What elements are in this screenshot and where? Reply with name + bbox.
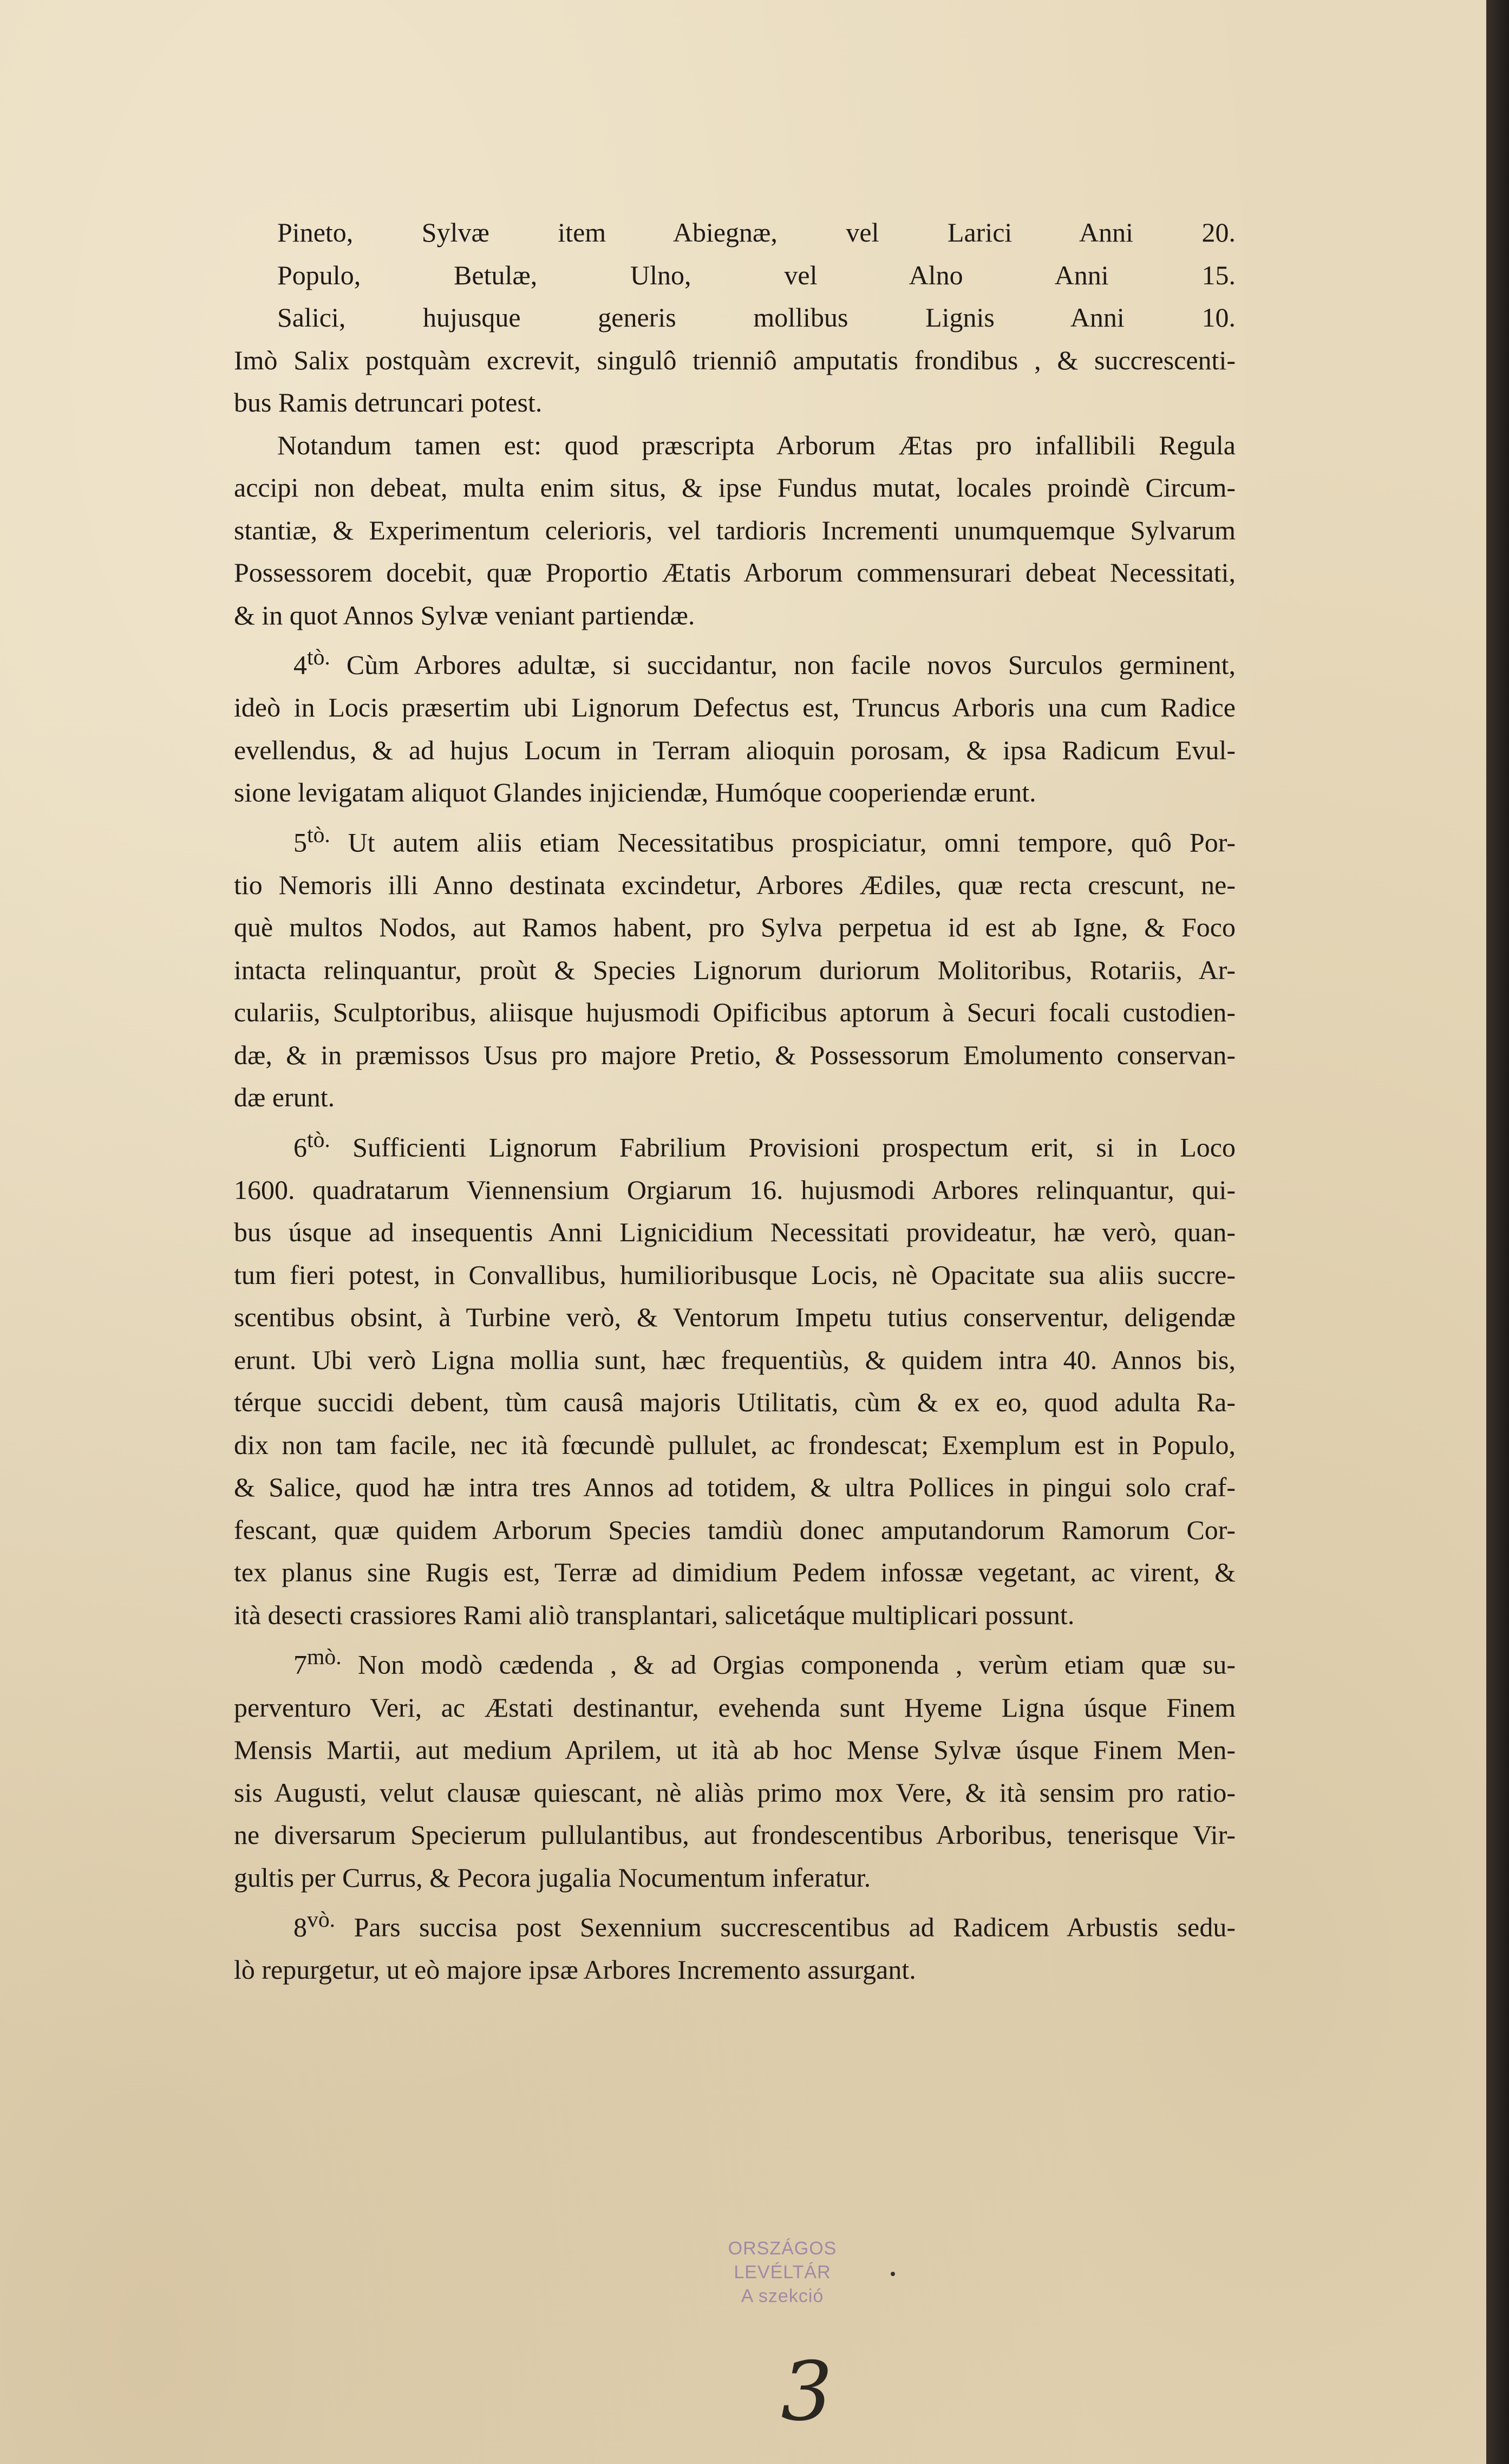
line-text: què multos Nodos, aut Ramos habent, pro Sylva perpetua id est ab Igne, & Foco (234, 912, 1236, 943)
text-line (234, 1466, 1236, 1509)
line-text: scentibus obsint, à Turbine verò, & Ventorum Impetu tutius conserventur, deligendæ (234, 1302, 1236, 1333)
ink-dot (891, 2272, 895, 2276)
text-line (234, 1381, 1236, 1424)
ordinal-suffix: tò. (307, 1127, 330, 1152)
paragraph-number: 5 (293, 827, 307, 858)
text-line (234, 1551, 1236, 1594)
line-text: dæ erunt. (234, 1082, 335, 1113)
text-line (234, 1254, 1236, 1296)
line-text: Pars succisa post Sexennium succrescentibus ad Radicem Arbustis sedu- (335, 1912, 1236, 1942)
text-line (234, 339, 1236, 382)
text-line (234, 1034, 1236, 1077)
line-text: erunt. Ubi verò Ligna mollia sunt, hæc frequentiùs, & quidem intra 40. Annos bis, (234, 1344, 1236, 1375)
text-line (234, 1169, 1236, 1211)
text-line (234, 729, 1236, 772)
text-line (234, 1814, 1236, 1856)
line-text: 1600. quadratarum Viennensium Orgiarum 16. hujusmodi Arbores relinquantur, qui- (234, 1174, 1236, 1205)
line-text: bus Ramis detruncari potest. (234, 387, 543, 418)
text-line (234, 814, 1236, 864)
text-line (234, 1948, 1236, 1991)
text-line (234, 1771, 1236, 1814)
paragraph-number: 6 (293, 1132, 307, 1163)
paragraph-number: 8 (293, 1912, 307, 1942)
ordinal-suffix: mò. (307, 1645, 342, 1670)
line-text: dix non tam facile, nec ità fœcundè pullulet, ac frondescat; Exemplum est in Populo, (234, 1429, 1236, 1460)
line-text: lò repurgetur, ut eò majore ipsæ Arbores Incremento assurgant. (234, 1954, 916, 1985)
line-text: accipi non debeat, multa enim situs, & ipse Fundus mutat, locales proindè Circum- (234, 472, 1236, 503)
text-line (234, 686, 1236, 729)
ordinal-suffix: vò. (307, 1907, 336, 1933)
line-text: evellendus, & ad hujus Locum in Terram alioquin porosam, & ipsa Radicum Evul- (234, 734, 1236, 765)
line-text: sis Augusti, velut clausæ quiescant, nè aliàs primo mox Vere, & ità sensim pro ratio- (234, 1777, 1236, 1808)
text-line (234, 1296, 1236, 1339)
line-text: tum fieri potest, in Convallibus, humilioribusque Locis, nè Opacitate sua aliis succre- (234, 1259, 1236, 1290)
line-text: ideò in Locis præsertim ubi Lignorum Defectus est, Truncus Arboris una cum Radice (234, 692, 1236, 723)
text-line (234, 551, 1236, 594)
text-line (234, 991, 1236, 1034)
stamp-line-1: ORSZÁGOS LEVÉLTÁR (728, 2238, 837, 2283)
line-text: tio Nemoris illi Anno destinata excindetur, Arbores Ædiles, quæ recta crescunt, ne- (234, 869, 1236, 900)
text-line (234, 1686, 1236, 1729)
stamp-line-2: A szekció (741, 2286, 824, 2306)
text-line (234, 1594, 1236, 1637)
line-text: sione levigatam aliquot Glandes injiciendæ, Humóque cooperiendæ erunt. (234, 777, 1036, 808)
line-text: Non modò cædenda , & ad Orgias componenda , verùm etiam quæ su- (341, 1650, 1236, 1680)
text-line (234, 771, 1236, 814)
text-line (234, 1339, 1236, 1381)
text-line (234, 211, 1236, 254)
line-text: térque succidi debent, tùm causâ majoris Utilitatis, cùm & ex eo, quod adulta Ra- (234, 1387, 1236, 1418)
line-text: tex planus sine Rugis est, Terræ ad dimidium Pedem infossæ vegetant, ac virent, & (234, 1557, 1236, 1588)
line-text: ne diversarum Specierum pullulantibus, aut frondescentibus Arboribus, tenerisque Vir- (234, 1820, 1236, 1850)
line-text: & Salice, quod hæ intra tres Annos ad totidem, & ultra Pollices in pingui solo craf- (234, 1472, 1236, 1503)
line-text: culariis, Sculptoribus, aliisque hujusmodi Opificibus aptorum à Securi focali custodien- (234, 997, 1236, 1028)
text-line (234, 1076, 1236, 1119)
line-text: Pineto, Sylvæ item Abiegnæ, vel Larici Anni 20. (277, 217, 1236, 247)
line-text: dæ, & in præmissos Usus pro majore Pretio, & Possessorum Emolumento conservan- (234, 1039, 1236, 1070)
line-text: fescant, quæ quidem Arborum Species tamdiù donec amputandorum Ramorum Cor- (234, 1514, 1236, 1545)
paragraph-number: 4 (293, 649, 307, 680)
text-line (234, 1856, 1236, 1899)
text-line (234, 1211, 1236, 1254)
text-line (234, 424, 1236, 467)
line-text: Ut autem aliis etiam Necessitatibus prospiciatur, omni tempore, quô Por- (330, 827, 1236, 858)
archive-stamp (680, 2237, 885, 2308)
line-text: Cùm Arbores adultæ, si succidantur, non facile novos Surculos germinent, (330, 649, 1236, 680)
text-line (234, 1119, 1236, 1169)
text-line (234, 466, 1236, 509)
line-text: gultis per Currus, & Pecora jugalia Nocumentum inferatur. (234, 1862, 871, 1893)
text-line (234, 1509, 1236, 1552)
line-text: Possessorem docebit, quæ Proportio Ætatis Arborum commensurari debeat Necessitati, (234, 557, 1236, 588)
line-text: Imò Salix postquàm excrevit, singulô trienniô amputatis frondibus , & succrescenti- (234, 344, 1236, 375)
text-line (234, 254, 1236, 297)
line-text: Sufficienti Lignorum Fabrilium Provisioni prospectum erit, si in Loco (330, 1132, 1236, 1163)
line-text: Populo, Betulæ, Ulno, vel Alno Anni 15. (277, 259, 1236, 290)
page-footer (0, 2004, 1486, 2069)
text-line (234, 594, 1236, 637)
text-line (234, 906, 1236, 949)
line-text: perventuro Veri, ac Æstati destinantur, evehenda sunt Hyeme Ligna úsque Finem (234, 1692, 1236, 1723)
text-line (234, 1636, 1236, 1686)
text-line (234, 864, 1236, 907)
line-text: ità desecti crassiores Rami aliò transplantari, salicetáque multiplicari possunt. (234, 1599, 1075, 1630)
line-text: Salici, hujusque generis mollibus Lignis Anni 10. (277, 302, 1236, 333)
handwritten-page-number: 3 (781, 2345, 833, 2439)
line-text: & in quot Annos Sylvæ veniant partiendæ. (234, 599, 695, 630)
text-line (234, 509, 1236, 552)
line-text: intacta relinquantur, proùt & Species Lignorum duriorum Molitoribus, Rotariis, Ar- (234, 954, 1236, 985)
paragraph-number: 7 (293, 1650, 307, 1680)
line-text: Mensis Martii, aut medium Aprilem, ut ità ab hoc Mense Sylvæ úsque Finem Men- (234, 1735, 1236, 1765)
page-edge-shadow (1486, 0, 1509, 2464)
line-text: bus úsque ad insequentis Anni Lignicidium Necessitati provideatur, hæ verò, quan- (234, 1217, 1236, 1248)
text-line (234, 949, 1236, 992)
text-line (234, 296, 1236, 339)
text-line (234, 1424, 1236, 1466)
text-line (234, 636, 1236, 686)
text-line (234, 1729, 1236, 1771)
line-text: Notandum tamen est: quod præscripta Arborum Ætas pro infallibili Regula (277, 429, 1236, 460)
text-line (234, 381, 1236, 424)
ordinal-suffix: tò. (307, 645, 330, 670)
ordinal-suffix: tò. (307, 822, 330, 848)
text-line (234, 1899, 1236, 1948)
body-text (234, 211, 1236, 1991)
line-text: stantiæ, & Experimentum celerioris, vel tardioris Incrementi unumquemque Sylvarum (234, 514, 1236, 545)
